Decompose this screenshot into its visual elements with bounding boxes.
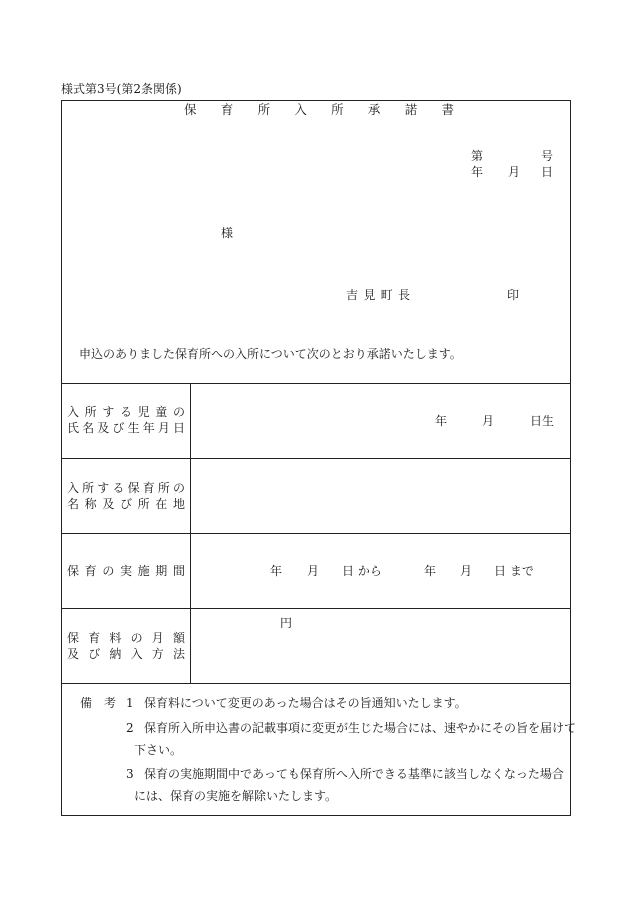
seal-mark: 印	[507, 288, 520, 302]
label-char: の	[102, 564, 115, 578]
number-suffix: 号	[541, 149, 554, 163]
label-char: 吉	[346, 288, 359, 302]
divider	[61, 458, 571, 459]
label-char: 月	[151, 631, 164, 645]
date-month: 月	[508, 165, 521, 179]
remark-num-3: 3	[126, 767, 134, 781]
remarks-heading: 備 考	[80, 696, 117, 710]
label-char: 町	[380, 288, 393, 302]
label-char: 童	[155, 405, 168, 419]
label-char: 書	[441, 102, 454, 117]
divider	[61, 533, 571, 534]
form-number: 様式第3号(第2条関係)	[61, 82, 182, 96]
label-char: 施	[137, 564, 150, 578]
facility-label-line2	[67, 498, 185, 510]
label-char: の	[172, 481, 185, 495]
child-birth-month: 月	[482, 414, 495, 428]
label-char: 所	[137, 497, 150, 511]
label-char: 年	[142, 421, 155, 435]
column-divider	[190, 383, 191, 683]
label-char: 入	[294, 102, 307, 117]
label-char: 納	[109, 647, 122, 661]
label-char: 育	[220, 102, 234, 117]
label-char: 在	[155, 497, 168, 511]
period-end-month: 月	[460, 564, 473, 578]
label-char: 承	[367, 102, 381, 117]
remark-text-1: 保育料について変更のあった場合はその旨通知いたします。	[144, 696, 467, 710]
label-char: す	[97, 481, 110, 495]
divider	[61, 383, 571, 384]
divider	[61, 683, 571, 684]
label-char: 期	[155, 564, 168, 578]
date-day: 日	[541, 165, 554, 179]
divider	[61, 608, 571, 609]
facility-label-line1	[67, 482, 185, 494]
label-char: 諾	[404, 102, 418, 117]
label-char: 氏	[67, 421, 80, 435]
label-char: 見	[363, 288, 376, 302]
label-char: 保	[67, 564, 80, 578]
label-char: 称	[84, 497, 97, 511]
label-char: 料	[109, 631, 122, 645]
label-char: 地	[172, 497, 185, 511]
remark-num-1: 1	[126, 696, 134, 710]
remark-num-2: 2	[126, 721, 134, 735]
label-char: 保	[184, 102, 197, 117]
label-char: 及	[97, 421, 110, 435]
label-char: る	[112, 481, 125, 495]
label-char: び	[119, 497, 132, 511]
label-char: 児	[137, 405, 150, 419]
label-char: 日	[172, 421, 185, 435]
label-char: の	[130, 631, 143, 645]
label-char: 保	[67, 631, 80, 645]
child-birth-day: 日生	[530, 414, 555, 428]
label-char: 育	[88, 631, 101, 645]
fee-label-line1	[67, 632, 185, 644]
addressee-suffix: 様	[221, 226, 234, 240]
period-start-day: 日 から	[342, 564, 382, 578]
label-char: 所	[157, 481, 170, 495]
label-char: 間	[172, 564, 185, 578]
label-char: る	[119, 405, 132, 419]
label-char: 名	[67, 497, 80, 511]
label-char: 育	[84, 564, 97, 578]
label-char: 育	[142, 481, 155, 495]
period-end-day: 日 まで	[494, 564, 534, 578]
label-char: 法	[172, 647, 185, 661]
label-char: 入	[67, 405, 80, 419]
period-label	[67, 565, 185, 577]
label-char: 所	[257, 102, 271, 117]
document-title	[184, 104, 454, 117]
label-char: 生	[127, 421, 140, 435]
remark-text-2: 保育所入所申込書の記載事項に変更が生じた場合には、速やかにその旨を届けて	[144, 721, 577, 735]
label-char: 所	[84, 405, 97, 419]
label-char: 所	[82, 481, 95, 495]
label-char: の	[172, 405, 185, 419]
label-char: 額	[172, 631, 185, 645]
label-char: 名	[82, 421, 95, 435]
label-char: 及	[67, 647, 80, 661]
period-start-year: 年	[270, 564, 283, 578]
label-char: び	[112, 421, 125, 435]
fee-label-line2	[67, 648, 185, 660]
label-char: び	[88, 647, 101, 661]
label-char: 入	[67, 481, 80, 495]
remark-cont-2: 下さい。	[134, 743, 183, 757]
period-start-month: 月	[307, 564, 320, 578]
label-char: 及	[102, 497, 115, 511]
date-year: 年	[471, 165, 484, 179]
remark-text-3: 保育の実施期間中であっても保育所へ入所できる基準に該当しなくなった場合	[144, 767, 564, 781]
period-end-year: 年	[424, 564, 437, 578]
child-label-line1	[67, 406, 185, 418]
child-birth-year: 年	[435, 414, 448, 428]
label-char: 長	[397, 288, 410, 302]
fee-yen: 円	[280, 616, 293, 630]
issuer-name	[346, 289, 410, 301]
label-char: す	[102, 405, 115, 419]
label-char: 実	[119, 564, 132, 578]
approval-statement: 申込のありました保育所への入所について次のとおり承諾いたします。	[79, 347, 462, 361]
remark-cont-3: には、保育の実施を解除いたします。	[134, 789, 338, 803]
number-prefix: 第	[471, 149, 484, 163]
label-char: 所	[331, 102, 344, 117]
label-char: 入	[130, 647, 143, 661]
label-char: 月	[157, 421, 170, 435]
label-char: 方	[151, 647, 164, 661]
label-char: 保	[127, 481, 140, 495]
child-label-line2	[67, 422, 185, 434]
